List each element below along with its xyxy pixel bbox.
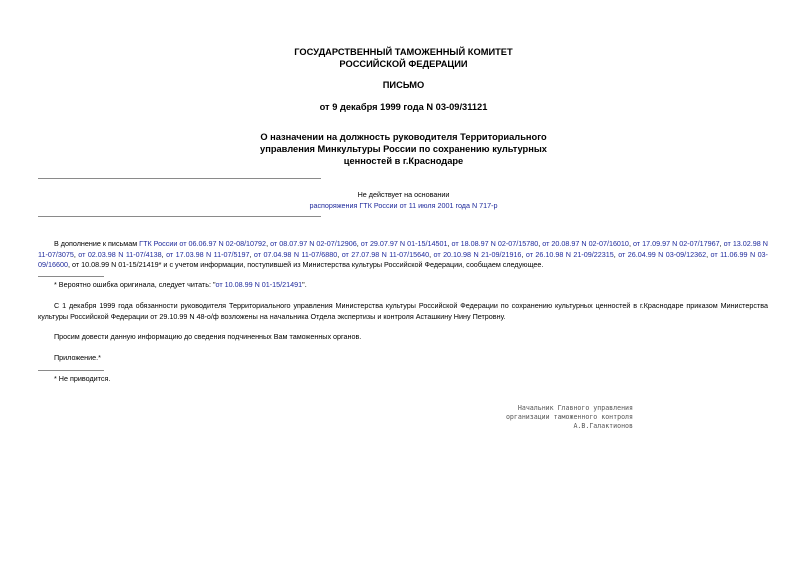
document-date: от 9 декабря 1999 года N 03-09/31121 <box>319 102 488 112</box>
letter-link[interactable]: от 20.08.97 N 02-07/16010 <box>542 239 629 248</box>
letter-link[interactable]: от 18.08.97 N 02-07/15780 <box>451 239 539 248</box>
footnote-divider <box>38 276 104 277</box>
org-line-1: ГОСУДАРСТВЕННЫЙ ТАМОЖЕННЫЙ КОМИТЕТ <box>294 47 513 57</box>
repeal-link[interactable]: распоряжения ГТК России от 11 июля 2001 года N 717-р <box>309 200 498 210</box>
letter-link[interactable]: от 13.02.98 N 11-07/3075 <box>38 239 768 259</box>
document-type: ПИСЬМО <box>382 80 425 90</box>
footnote-divider-2 <box>38 370 104 371</box>
document-title <box>200 131 607 167</box>
title-line-1: О назначении на должность руководителя Территориального <box>260 132 547 142</box>
paragraph-3: Просим довести данную информацию до сведения подчиненных Вам таможенных органов. <box>54 332 362 341</box>
status-note <box>200 190 607 211</box>
paragraph-2: С 1 декабря 1999 года обязанности руководителя Территориального управления Министерства культуры Российской Федерации по сохранению культурных ценностей в г.Краснодаре приказом Министерства культуры Российской Федерации от 29.10.99 N 48-о/ф возложены на начальника Отдела экспертизы и контроля Асташкину Нину Петровну. <box>38 301 768 321</box>
paragraph-1: В дополнение к письмам ГТК России от 06.06.97 N 02-08/10792, от 08.07.97 N 02-07/12906, от 29.07.97 N 01-15/14501, от 18.08.97 N 02-07/15780, от 20.08.97 N 02-07/16010, от 17.09.97 N 02-07/17967, от 13.02.98 N 11-07/3075, от 02.03.98 N 11-07/4138, от 17.03.98 N 11-07/5197, от 07.04.98 N 11-07/6880, от 27.07.98 N 11-07/15640, от 20.10.98 N 21-09/21916, от 26.10.98 N 21-09/22315, от 26.04.99 N 03-09/12362, от 11.06.99 N 03-09/16600, от 10.08.99 N 01-15/21419* и с учетом информации, поступившей из Министерства культуры Российской Федерации, сообщаем следующее. <box>38 239 768 269</box>
signature-line-3: А.В.Галактионов <box>573 422 633 430</box>
letter-link[interactable]: от 11.06.99 N 03-09/16600 <box>38 249 768 269</box>
letter-link[interactable]: ГТК России от 06.06.97 N 02-08/10792 <box>139 239 267 248</box>
footnote-1-link[interactable]: от 10.08.99 N 01-15/21491 <box>215 280 303 289</box>
letter-link[interactable]: от 20.10.98 N 21-09/21916 <box>433 249 522 259</box>
footnote-1-prefix: * Вероятно ошибка оригинала, следует читать: " <box>54 280 216 289</box>
signature-line-2: организации таможенного контроля <box>505 413 633 421</box>
letter-link[interactable]: от 26.04.99 N 03-09/12362 <box>618 249 707 259</box>
attachment-line: Приложение.* <box>54 353 101 362</box>
signature-block <box>503 404 633 431</box>
organization-name <box>200 46 607 70</box>
letter-link[interactable]: от 07.04.98 N 11-07/6880 <box>253 249 338 259</box>
divider-bottom <box>38 216 321 217</box>
footnote-1 <box>54 280 307 291</box>
letter-link[interactable]: от 27.07.98 N 11-07/15640 <box>341 249 430 259</box>
footnote-1-suffix: ". <box>302 280 307 289</box>
letter-link[interactable]: от 17.03.98 N 11-07/5197 <box>166 249 250 259</box>
p1-intro: В дополнение к письмам <box>54 239 140 248</box>
org-line-2: РОССИЙСКОЙ ФЕДЕРАЦИИ <box>339 59 468 69</box>
letter-link[interactable]: от 26.10.98 N 21-09/22315 <box>525 249 614 259</box>
letter-link[interactable]: от 29.07.97 N 01-15/14501 <box>360 239 448 248</box>
letter-link[interactable]: от 17.09.97 N 02-07/17967 <box>632 239 720 248</box>
divider-top <box>38 178 321 179</box>
letter-link[interactable]: от 08.07.97 N 02-07/12906 <box>270 239 357 248</box>
footnote-2: * Не приводится. <box>54 374 111 383</box>
status-line: Не действует на основании <box>357 190 450 199</box>
title-line-3: ценностей в г.Краснодаре <box>343 156 464 166</box>
letter-link[interactable]: от 02.03.98 N 11-07/4138 <box>78 249 162 259</box>
signature-line-1: Начальник Главного управления <box>517 404 633 412</box>
title-line-2: управления Минкультуры России по сохранению культурных <box>260 144 547 154</box>
p1-tail: , от 10.08.99 N 01-15/21419* и с учетом информации, поступившей из Министерства культуры Российской Федерации, сообщаем следующее. <box>67 260 544 269</box>
